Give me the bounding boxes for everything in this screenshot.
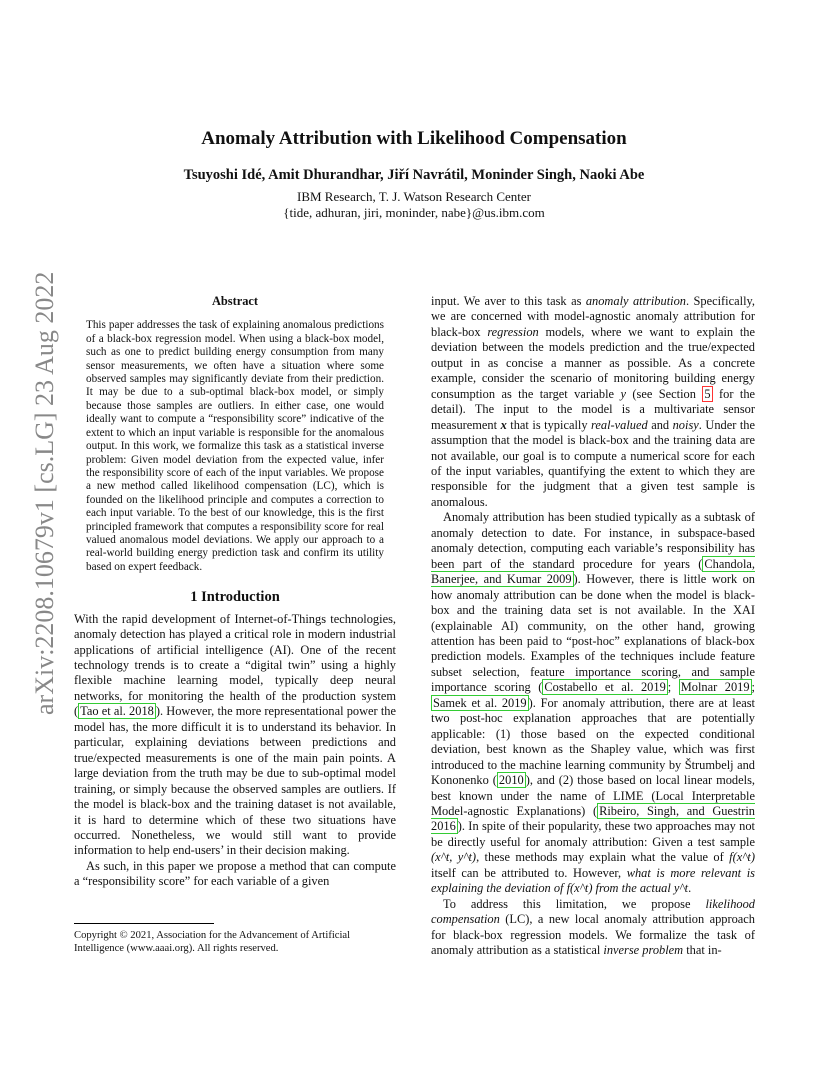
emphasis: noisy xyxy=(672,417,699,432)
text-run: . xyxy=(688,881,692,896)
citation-link[interactable]: Ribeiro, Singh, and Guestrin 2016 xyxy=(431,803,755,834)
math-variable: x xyxy=(500,417,507,432)
author-emails: {tide, adhuran, jiri, moninder, nabe}@us.ibm.com xyxy=(283,205,545,220)
section-ref-link[interactable]: 5 xyxy=(704,386,711,401)
right-column xyxy=(431,294,755,958)
text-run: With the rapid development of Internet-of-Things technologies, anomaly detection has played a critical role in modern industrial applications of artificial intelligence (AI). One of the recent technology trends is to create a “digital twin” using a highly flexible machine learning model, typically deep neural networks, for monitoring the health of the production system ( xyxy=(74,611,396,719)
intro-paragraph-2: As such, in this paper we propose a method that can compute a “responsibility score” for each variable of a given xyxy=(74,858,396,889)
text-run: ). For anomaly attribution, there are at least two post-hoc explanation approaches that are potentially applicable: (1) those based on the expected conditional deviation, best known as the Shapley value, which was first introduced to the machine learning community by Štrumbelj and Kononenko ( xyxy=(431,695,756,788)
text-run: (LC), a new local anomaly attribution approach for black-box regression models. We formalize the task of anomaly attribution as a statistical xyxy=(431,912,755,958)
footnote-rule xyxy=(74,923,214,924)
citation-link[interactable]: Samek et al. 2019 xyxy=(433,695,527,710)
math-expression: (x^t, y^t) xyxy=(431,850,477,865)
emphasis: likelihood compensation xyxy=(431,896,755,927)
citation-link[interactable]: Chandola, Banerjee, and Kumar 2009 xyxy=(431,556,755,587)
text-run: that in- xyxy=(683,943,722,958)
text-run: input. We aver to this task as xyxy=(431,294,586,308)
text-run: models, where we want to explain the deviation between the models prediction and the true/expected output in as concise a manner as possible. As a concrete example, consider the scenario of monitoring building energy consumption as the target variable xyxy=(431,324,755,401)
copyright-text: Copyright © 2021, Association for the Advancement of Artificial Intelligence (www.aaai.org). All rights reserved. xyxy=(74,930,351,954)
emphasis: regression xyxy=(487,324,539,339)
intro-heading: 1 Introduction xyxy=(190,589,280,606)
text-run: ), and (2) those based on local linear models, best known under the name of LIME (Local Interpretable Model-agnostic Explanations) ( xyxy=(431,773,755,818)
citation-link[interactable]: Molnar 2019 xyxy=(680,680,750,695)
right-paragraph-3 xyxy=(431,897,755,959)
text-run: ). However, the more representational power the model has, the more difficult it is to understand its behavior. In particular, explaining deviations between predictions and true/expected measurements is one of the main pain points. A large deviation from the truth may be due to sub-optimal model training, or simply because the observed samples are outliers. If the model is black-box and the training dataset is not available, it is hard to determine which of these two situations have occurred. Nonetheless, we would still want to provide information to help end-users’ in their decision making. xyxy=(74,704,396,858)
text-run: and xyxy=(647,417,673,432)
emphasis: inverse problem xyxy=(603,943,684,958)
citation-link[interactable]: Costabello et al. 2019 xyxy=(544,680,666,695)
text-run: ; xyxy=(667,680,679,695)
abstract-heading: Abstract xyxy=(211,294,259,308)
author-list: Tsuyoshi Idé, Amit Dhurandhar, Jiří Navrátil, Moninder Singh, Naoki Abe xyxy=(183,167,645,183)
text-run: , these methods may explain what the value of xyxy=(476,850,730,865)
abstract-text: This paper addresses the task of explaining anomalous predictions of a black-box regression model. When using a black-box model, such as one to predict building energy consumption from many sensor measurements, we often have a situation where some observed samples may significantly deviate from their prediction. It may be due to a sub-optimal black-box model, or simply because those samples are outliers. In either case, one would ideally want to compute a “responsibility score” indicative of the extent to which an input variable is responsible for the anomalous output. In this work, we formalize this task as a statistical inverse problem: Given model deviation from the expected value, infer the responsibility score of each of the input variables. We propose a new method called likelihood compensation (LC), which is founded on the likelihood principle and computes a correction to each input variable. To the best of our knowledge, this is the first principled framework that computes a responsibility score for real valued anomalous model deviations. We apply our approach to a real-world building energy prediction task and confirm its utility based on expert feedback. xyxy=(86,319,384,573)
affiliation: IBM Research, T. J. Watson Research Center xyxy=(297,189,531,204)
emphasis: what is more relevant is explaining the deviation of f(x^t) from the actual y^t xyxy=(431,865,755,896)
left-column xyxy=(74,294,396,890)
text-run: ). In spite of their popularity, these two approaches may not be directly useful for anomaly attribution: Given a test sample xyxy=(431,819,755,849)
citation-link[interactable]: 2010 xyxy=(498,773,524,788)
text-run: . Specifically, we are concerned with model-agnostic anomaly attribution for black-box xyxy=(431,294,756,339)
math-variable: y xyxy=(620,386,626,401)
intro-paragraph-1 xyxy=(74,612,396,859)
emphasis: real-valued xyxy=(591,417,648,432)
text-run: ; xyxy=(751,680,755,695)
arxiv-identifier xyxy=(8,250,68,730)
copyright-footnote xyxy=(74,923,396,955)
math-expression: f(x^t) xyxy=(729,850,755,865)
text-run: for the detail). The input to the model is a multivariate sensor measurement xyxy=(431,386,756,432)
arxiv-identifier-vertical xyxy=(8,250,68,730)
text-run: ). However, there is little work on how anomaly attribution can be done when the model is black-box and the training data set is not available. In the XAI (explainable AI) community, on the other hand, growing attention has been paid to “post-hoc” explanations of black-box prediction models. Examples of the techniques include feature subset selection, feature importance scoring, and sample importance scoring ( xyxy=(431,572,756,695)
paper-title: Anomaly Attribution with Likelihood Compensation xyxy=(201,128,627,149)
text-run: that is typically xyxy=(506,417,592,432)
text-run: itself can be attributed to. However, xyxy=(431,865,627,880)
right-paragraph-1 xyxy=(431,294,755,510)
right-paragraph-2 xyxy=(431,510,755,896)
text-run: . Under the assumption that the model is black-box and the training data are not available, our goal is to compute a numerical score for each of the input variables, quantifying the extent to which they are responsible for the judgment that a given test sample is anomalous. xyxy=(431,417,755,509)
emphasis: anomaly attribution xyxy=(585,294,686,308)
text-run: To address this limitation, we propose xyxy=(443,896,706,911)
arxiv-id-text: arXiv:2208.10679v1 [cs.LG] 23 Aug 2022 xyxy=(30,271,59,715)
citation-link[interactable]: Tao et al. 2018 xyxy=(80,704,154,719)
text-run: Anomaly attribution has been studied typically as a subtask of anomaly detection to date. For instance, in subspace-based anomaly detection, computing each variable’s responsibility has been part of the standard procedure for years ( xyxy=(431,510,755,571)
paper-header xyxy=(0,126,828,221)
text-run: (see Section xyxy=(625,386,703,401)
